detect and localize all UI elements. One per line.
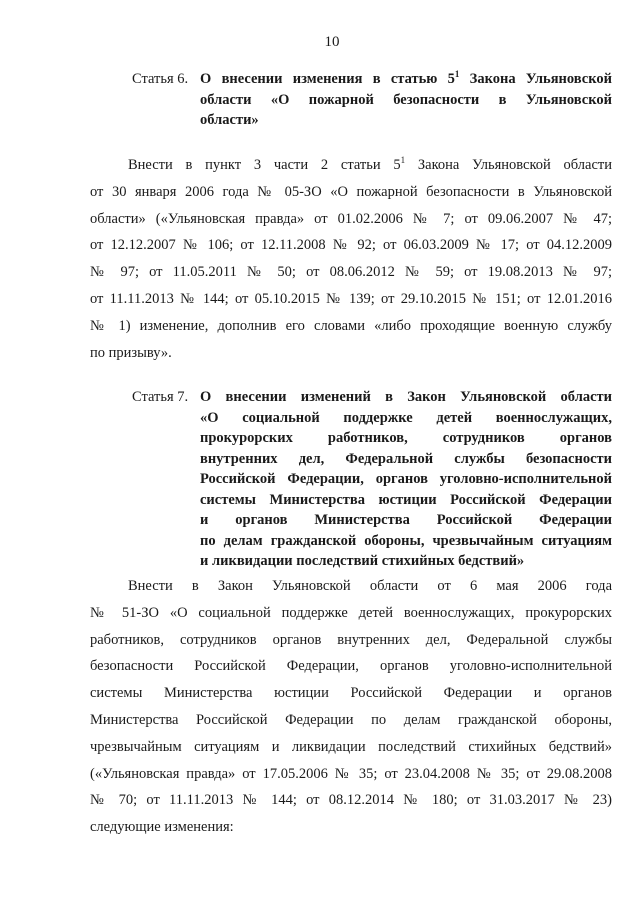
paragraph-line: от 30 января 2006 года № 05-ЗО «О пожарной безопасности в Ульяновской	[90, 183, 612, 200]
article-7-paragraph	[90, 573, 612, 841]
paragraph-line: работников, сотрудников органов внутренних дел, Федеральной службы	[90, 631, 612, 648]
paragraph-line: безопасности Российской Федерации, органов уголовно-исполнительной	[90, 658, 612, 675]
article-7-title-line: О внесении изменений в Закон Ульяновской области	[200, 389, 612, 405]
article-6-title-line: области»	[200, 112, 259, 128]
paragraph-line: от 12.12.2007 № 106; от 12.11.2008 № 92; от 06.03.2009 № 17; от 04.12.2009	[90, 237, 612, 254]
article-7-title	[200, 387, 612, 572]
superscript: 1	[454, 69, 460, 79]
article-6-title	[200, 69, 612, 131]
article-6-title-line: О внесении изменения в статью $5^1$ Закона Ульяновской	[200, 69, 612, 87]
paragraph-line: № 70; от 11.11.2013 № 144; от 08.12.2014 № 180; от 31.03.2017 № 23)	[90, 792, 612, 809]
paragraph-line: системы Министерства юстиции Российской Федерации и органов	[90, 685, 612, 702]
paragraph-line: («Ульяновская правда» от 17.05.2006 № 35; от 23.04.2008 № 35; от 29.08.2008	[90, 765, 612, 782]
paragraph-line: области» («Ульяновская правда» от 01.02.2006 № 7; от 09.06.2007 № 47;	[90, 210, 612, 227]
article-7-title-line: внутренних дел, Федеральной службы безопасности	[200, 450, 612, 467]
article-6-header	[132, 69, 612, 131]
article-6-title-line: области «О пожарной безопасности в Ульяновской	[200, 91, 612, 108]
paragraph-line: Внести в Закон Ульяновской области от 6 мая 2006 года	[128, 578, 612, 594]
paragraph-line: чрезвычайным ситуациям и ликвидации последствий стихийных бедствий»	[90, 738, 612, 755]
article-7-title-line: «О социальной поддержке детей военнослужащих,	[200, 409, 612, 426]
article-6-paragraph	[90, 152, 612, 366]
paragraph-line: № 97; от 11.05.2011 № 50; от 08.06.2012 № 59; от 19.08.2013 № 97;	[90, 264, 612, 281]
article-7-header	[132, 387, 612, 572]
article-7-title-line: по делам гражданской обороны, чрезвычайным ситуациям	[200, 532, 612, 549]
article-7-title-line: прокурорских работников, сотрудников органов	[200, 430, 612, 446]
article-7-title-line: системы Министерства юстиции Российской Федерации	[200, 491, 612, 508]
superscript: 1	[400, 155, 406, 165]
article-7-label: Статья 7.	[132, 389, 189, 405]
page-number: 10	[324, 34, 340, 50]
article-7-title-line: и ликвидации последствий стихийных бедствий»	[200, 553, 525, 569]
paragraph-line: № 51-ЗО «О социальной поддержке детей военнослужащих, прокурорских	[90, 604, 612, 621]
paragraph-line: от 11.11.2013 № 144; от 05.10.2015 № 139; от 29.10.2015 № 151; от 12.01.2016	[90, 290, 612, 307]
paragraph-line: по призыву».	[90, 344, 172, 361]
paragraph-line: Внести в пункт 3 части 2 статьи $5^1$ Закона Ульяновской области	[128, 155, 613, 173]
paragraph-line: следующие изменения:	[90, 819, 234, 836]
paragraph-line: № 1) изменение, дополнив его словами «либо проходящие военную службу	[90, 317, 612, 334]
article-7-title-line: и органов Министерства Российской Федерации	[200, 512, 612, 528]
article-7-title-line: Российской Федерации, органов уголовно-исполнительной	[200, 471, 612, 487]
paragraph-line: Министерства Российской Федерации по делам гражданской обороны,	[90, 711, 612, 728]
article-6-label: Статья 6.	[132, 71, 189, 87]
